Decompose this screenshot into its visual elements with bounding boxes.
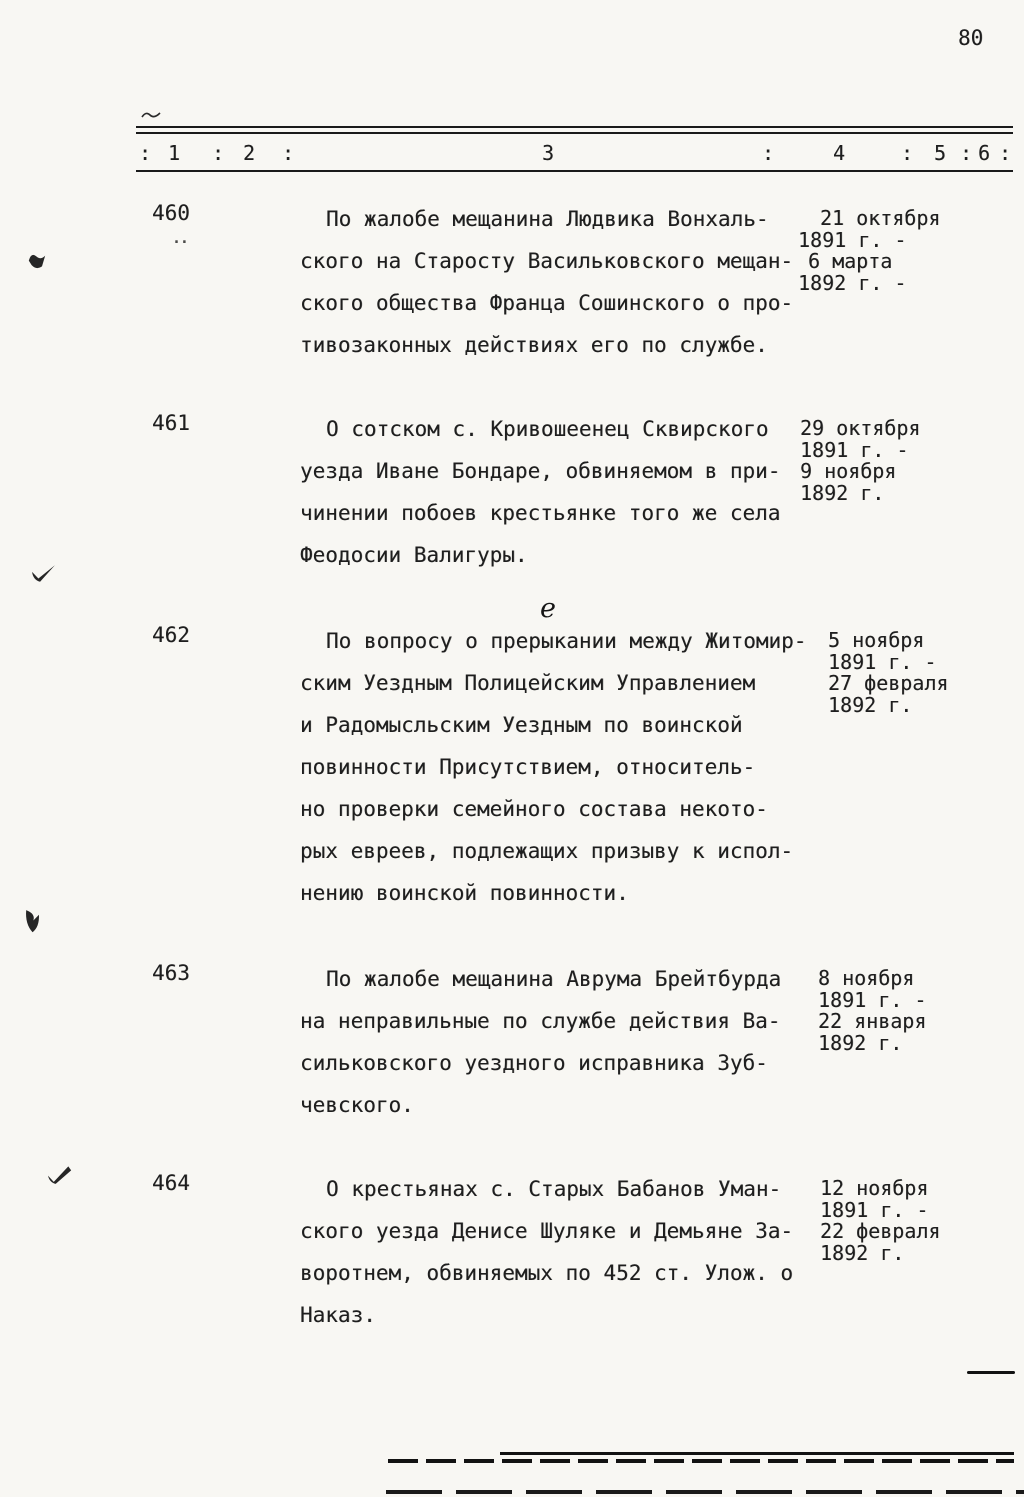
entry-date-line: 1892 г. xyxy=(820,1240,905,1265)
entry-text-line: чинении побоев крестьянке того же села xyxy=(300,501,781,525)
entry-date-line: 1892 г. xyxy=(828,692,913,717)
entry-number: 460 xyxy=(152,201,190,225)
entry-text xyxy=(300,198,793,366)
entry-date-line: 22 января xyxy=(818,1009,927,1033)
column-header-cell: 1 xyxy=(168,141,181,165)
column-header-cell: : xyxy=(960,141,973,165)
entry-date-line: 22 февраля xyxy=(820,1219,941,1243)
entry-date-line: 1891 г. - xyxy=(820,1197,929,1222)
entry-text-line: повинности Присутствием, относитель- xyxy=(300,755,756,779)
entry-date-line: 1892 г. xyxy=(800,480,885,505)
entry-text-line: ского на Старосту Васильковского мещан- xyxy=(300,249,794,273)
column-header-cell: : xyxy=(762,141,775,165)
entry-text-line: на неправильные по службе действия Ва- xyxy=(300,1009,781,1033)
entry-text-line: но проверки семейного состава некото- xyxy=(300,797,768,821)
ink-mark-icon xyxy=(24,248,51,274)
entry-text-line: тивозаконных действиях его по службе. xyxy=(300,333,768,357)
entry-date-line: 1891 г. - xyxy=(828,649,937,674)
scan-line-artifact xyxy=(967,1371,1015,1374)
entry-text-line: ского уезда Денисе Шуляке и Демьяне За- xyxy=(300,1219,794,1243)
entry-text-line: и Радомысльским Уездным по воинской xyxy=(300,713,743,737)
pen-squiggle-icon xyxy=(140,108,162,122)
column-header-cell: : xyxy=(139,141,152,165)
column-header-cell: : xyxy=(901,141,914,165)
entry-dates xyxy=(818,968,926,1054)
scan-line-artifact xyxy=(500,1452,1014,1455)
entry-text-line: сильковского уездного исправника Зуб- xyxy=(300,1051,768,1075)
ink-mark-icon xyxy=(46,1164,73,1187)
page-number: 80 xyxy=(958,26,984,50)
header-rule-top-double xyxy=(136,132,1013,134)
entry-text-line: ского общества Франца Сошинского о про- xyxy=(300,291,794,315)
column-header-cell: : xyxy=(999,141,1012,165)
header-rule-top xyxy=(136,126,1013,128)
entry-date-line: 1892 г. xyxy=(818,1030,903,1055)
entry-date-line: 1891 г. - xyxy=(798,227,907,252)
header-rule-bottom xyxy=(136,170,1013,172)
entry-text-line: По вопросу о прерыкании между Житомир- xyxy=(326,629,807,653)
handwritten-correction: е xyxy=(540,593,556,624)
entry-text xyxy=(300,620,806,914)
column-header-cell: 3 xyxy=(542,141,555,165)
entry-number: 463 xyxy=(152,961,190,985)
entry-date-line: 8 ноября xyxy=(818,966,915,990)
entry-ditto-mark: ·· xyxy=(171,232,187,253)
entry-date-line: 21 октября xyxy=(820,206,941,230)
entry-text-line: рых евреев, подлежащих призыву к испол- xyxy=(300,839,794,863)
entry-date-line: 5 ноября xyxy=(828,628,925,652)
ink-mark-icon xyxy=(21,903,49,934)
entry-date-line: 12 ноября xyxy=(820,1176,929,1200)
entry-dates xyxy=(820,1178,940,1264)
entry-date-line: 1892 г. - xyxy=(798,270,907,295)
column-header-cell: 5 xyxy=(934,141,947,165)
entry-number: 461 xyxy=(152,411,190,435)
entry-date-line: 27 февраля xyxy=(828,671,949,695)
entry-text-line: О сотском с. Кривошеенец Сквирского xyxy=(326,417,769,441)
entry-number: 462 xyxy=(152,623,190,647)
entry-date-line: 1891 г. - xyxy=(800,437,909,462)
column-header-cell: : xyxy=(212,141,225,165)
ink-mark-icon xyxy=(29,561,57,586)
entry-date-line: 29 октября xyxy=(800,416,921,440)
entry-date-line: 1891 г. - xyxy=(818,987,927,1012)
entry-text-line: По жалобе мещанина Людвика Вонхаль- xyxy=(326,207,769,231)
entry-dates xyxy=(828,630,948,716)
column-header-cell: 4 xyxy=(833,141,846,165)
entry-text-line: ским Уездным Полицейским Управлением xyxy=(300,671,756,695)
entry-text-line: нению воинской повинности. xyxy=(300,881,629,905)
entry-text-line: уезда Иване Бондаре, обвиняемом в при- xyxy=(300,459,781,483)
entry-text-line: Феодосии Валигуры. xyxy=(300,543,528,567)
entry-text xyxy=(300,1168,793,1336)
entry-text-line: чевского. xyxy=(300,1093,414,1117)
entry-text-line: Наказ. xyxy=(300,1303,376,1327)
entry-date-line: 6 марта xyxy=(808,249,893,273)
entry-text-line: По жалобе мещанина Аврума Брейтбурда xyxy=(326,967,782,991)
entry-number: 464 xyxy=(152,1171,190,1195)
entry-date-line: 9 ноября xyxy=(800,459,897,483)
column-header-cell: : xyxy=(282,141,295,165)
scan-line-artifact xyxy=(386,1490,1024,1494)
scan-line-artifact xyxy=(388,1459,1014,1463)
entry-text-line: воротнем, обвиняемых по 452 ст. Улож. о xyxy=(300,1261,794,1285)
column-header-cell: 2 xyxy=(243,141,256,165)
entry-text-line: О крестьянах с. Старых Бабанов Уман- xyxy=(326,1177,782,1201)
entry-text xyxy=(300,408,780,576)
entry-dates xyxy=(798,208,940,294)
entry-text xyxy=(300,958,781,1126)
entry-dates xyxy=(800,418,920,504)
column-header-cell: 6 xyxy=(978,141,991,165)
